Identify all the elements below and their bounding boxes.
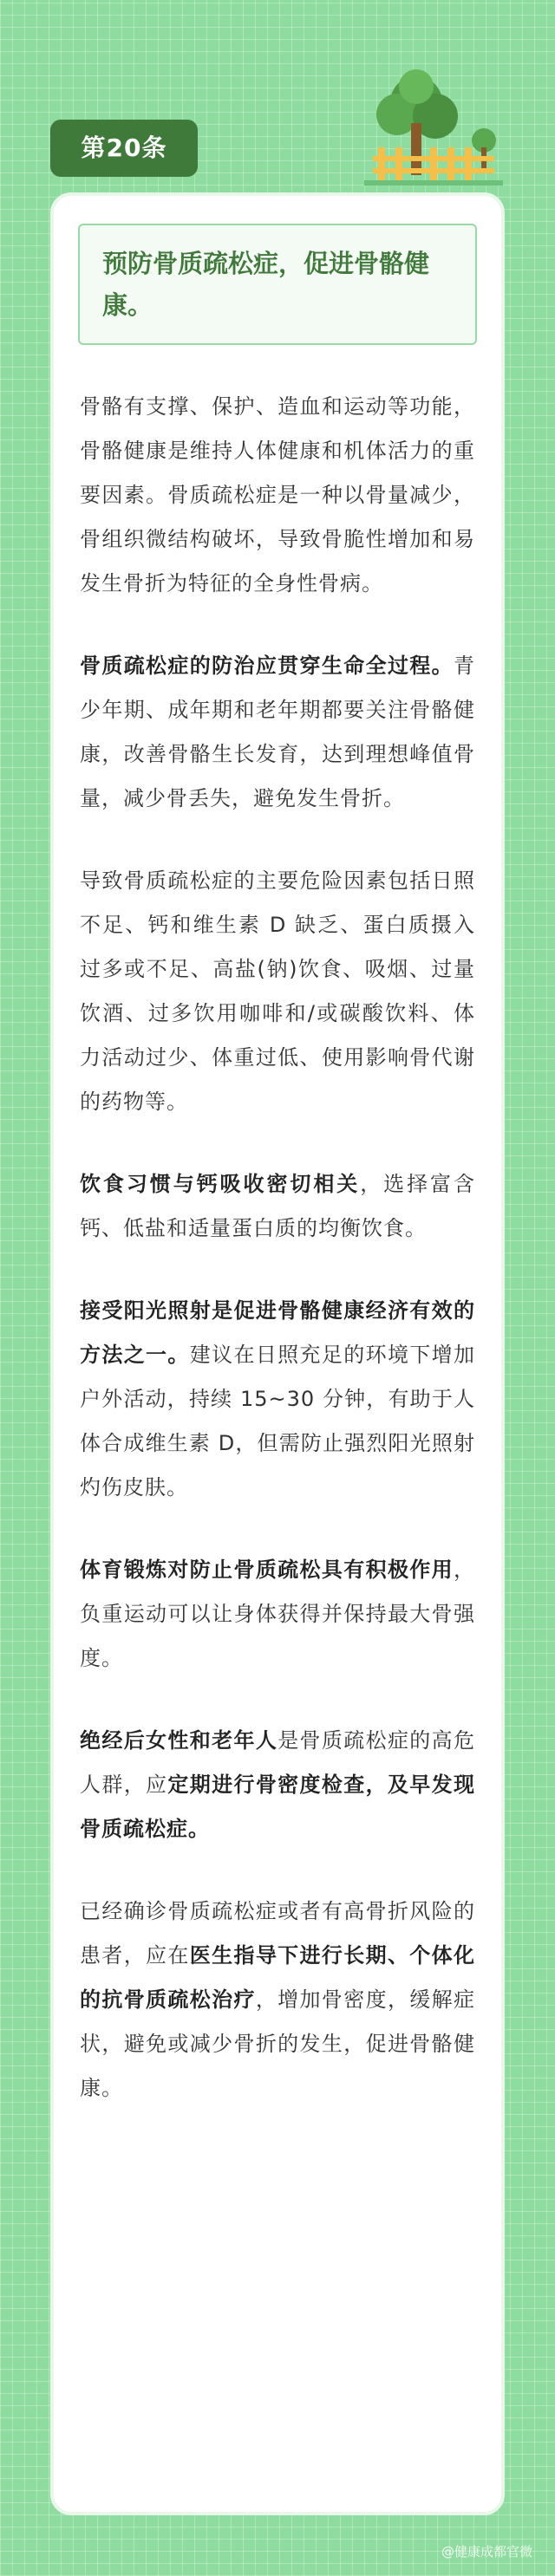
- body-text: ，负重运动可以让身体获得并保持最大骨强度。: [80, 1558, 475, 1670]
- tree-and-fence-icon: [338, 61, 512, 199]
- body-text: ，选择富含钙、低盐和适量蛋白质的均衡饮食。: [80, 1172, 475, 1240]
- body-paragraph: [80, 1162, 475, 1251]
- body-paragraph: [80, 1289, 475, 1510]
- body-text: ，增加骨密度，缓解症状，避免或减少骨折的发生，促进骨骼健康。: [80, 1987, 476, 2100]
- emphasis-text: 绝经后女性和老年人: [80, 1728, 278, 1753]
- body-paragraph: [80, 859, 475, 1124]
- article-heading: 预防骨质疏松症，促进骨骼健康。: [78, 224, 477, 345]
- body-paragraph: [80, 385, 475, 606]
- body-text: 骨骼有支撑、保护、造血和运动等功能，骨骼健康是维持人体健康和机体活力的重要因素。骨质疏松症是一种以骨量减少，骨组织微结构破坏，导致骨脆性增加和易发生骨折为特征的全身性骨病。: [80, 394, 475, 595]
- body-text: 导致骨质疏松症的主要危险因素包括日照不足、钙和维生素 D 缺乏、蛋白质摄入过多或不足、高盐(钠)饮食、吸烟、过量饮酒、过多饮用咖啡和/或碳酸饮料、体力活动过少、体重过低、使用影响骨代谢的药物等。: [80, 868, 475, 1114]
- body-paragraph: [80, 1719, 475, 1851]
- body-paragraph: [80, 1548, 475, 1681]
- article-body: [54, 345, 501, 2111]
- emphasis-text: 体育锻炼对防止骨质疏松具有积极作用: [80, 1558, 454, 1582]
- emphasis-text: 接受阳光照射是促进骨骼健康经济有效的方法之一。: [80, 1298, 475, 1367]
- body-text: 青少年期、成年期和老年期都要关注骨骼健康，改善骨骼生长发育，达到理想峰值骨量，减少骨丢失，避免发生骨折。: [80, 654, 475, 810]
- body-text: 已经确诊骨质疏松症或者有高骨折风险的患者，应在: [80, 1899, 475, 1968]
- emphasis-text: 医生指导下进行长期、个体化的抗骨质疏松治疗: [80, 1943, 475, 2012]
- content-card: [50, 192, 505, 2515]
- body-paragraph: [80, 644, 475, 821]
- body-text: 是骨质疏松症的高危人群，应: [80, 1728, 476, 1797]
- article-number-badge: 第20条: [50, 120, 198, 177]
- body-text: 建议在日照充足的环境下增加户外活动，持续 15~30 分钟，有助于人体合成维生素 D，但需防止强烈阳光照射灼伤皮肤。: [80, 1343, 475, 1499]
- source-watermark: @健康成都官微: [441, 2544, 532, 2560]
- emphasis-text: 饮食习惯与钙吸收密切相关: [80, 1172, 361, 1196]
- emphasis-text: 骨质疏松症的防治应贯穿生命全过程。: [80, 654, 454, 678]
- emphasis-text: 定期进行骨密度检查，及早发现骨质疏松症。: [80, 1773, 476, 1841]
- body-paragraph: [80, 1890, 475, 2111]
